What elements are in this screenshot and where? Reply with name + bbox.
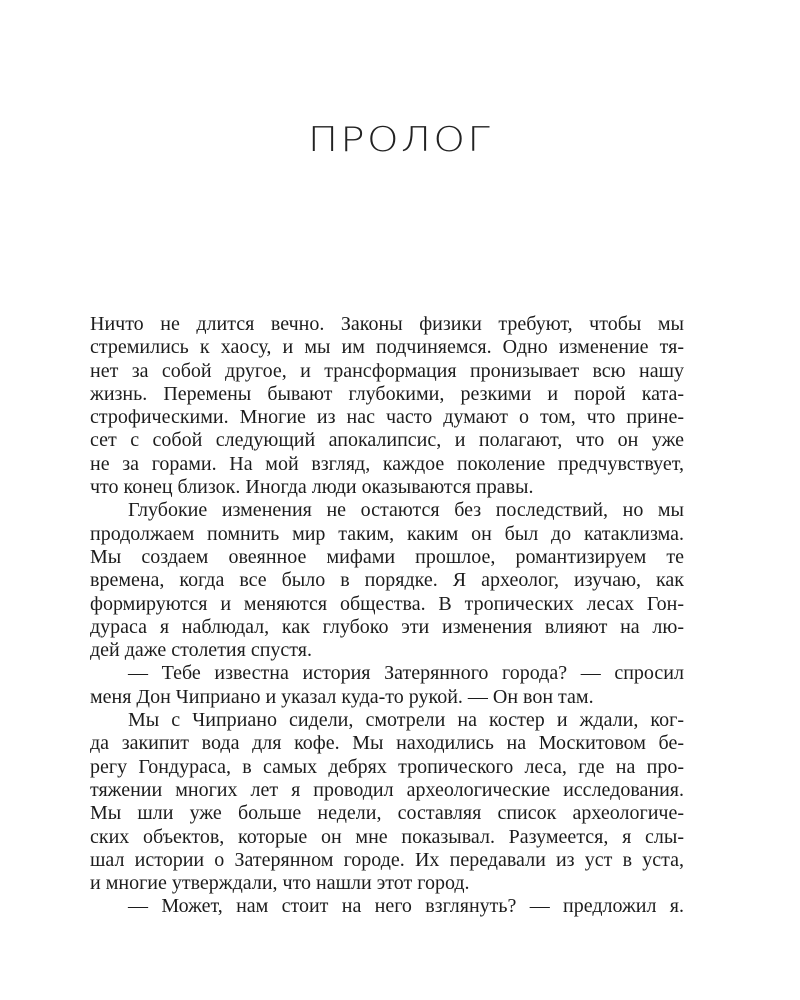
text-line: жизнь. Перемены бывают глубокими, резкими и порой ката- <box>90 382 684 405</box>
text-line: что конец близок. Иногда люди оказываются правы. <box>90 476 534 499</box>
text-line: Ничто не длится вечно. Законы физики требуют, чтобы мы <box>90 313 684 335</box>
text-line: да закипит вода для кофе. Мы находились на Москитовом бе- <box>90 732 684 755</box>
text-line: — Может, нам стоит на него взглянуть? — предложил я. <box>128 895 684 918</box>
text-line: продолжаем помнить мир таким, каким он был до катаклизма. <box>90 522 684 545</box>
text-line: дураса я наблюдал, как глубоко эти изменения влияют на лю- <box>90 615 684 638</box>
text-line: дей даже столетия спустя. <box>90 639 312 662</box>
text-line: ских объектов, которые он мне показывал. Разумеется, я слы- <box>90 825 684 848</box>
text-line: шал истории о Затерянном городе. Их передавали из уст в уста, <box>90 848 684 871</box>
text-line: Мы с Чиприано сидели, смотрели на костер и ждали, ког- <box>128 709 684 732</box>
text-line: стремились к хаосу, и мы им подчиняемся. Одно изменение тя- <box>90 336 684 359</box>
text-line: времена, когда все было в порядке. Я археолог, изучаю, как <box>90 569 684 592</box>
text-line: Глубокие изменения не остаются без последствий, но мы <box>128 499 684 522</box>
text-line: меня Дон Чиприано и указал куда-то рукой. — Он вон там. <box>90 685 594 708</box>
text-line: Мы шли уже больше недели, составляя список археологиче- <box>90 802 684 825</box>
text-line: Мы создаем овеянное мифами прошлое, романтизируем те <box>90 545 684 568</box>
chapter-title: ПРОЛОГ <box>307 120 493 160</box>
text-line: не за горами. На мой взгляд, каждое поколение предчувствует, <box>90 452 684 475</box>
text-line: нет за собой другое, и трансформация пронизывает всю нашу <box>90 359 684 382</box>
text-line: и многие утверждали, что нашли этот город. <box>90 872 470 895</box>
text-line: регу Гондураса, в самых дебрях тропического леса, где на про- <box>90 755 684 778</box>
text-line: тяжении многих лет я проводил археологические исследования. <box>90 778 684 801</box>
text-line: формируются и меняются общества. В тропических лесах Гон- <box>90 592 684 615</box>
text-line: сет с собой следующий апокалипсис, и полагают, что он уже <box>90 429 684 452</box>
text-line: — Тебе известна история Затерянного города? — спросил <box>128 662 684 685</box>
text-line: строфическими. Многие из нас часто думают о том, что прине- <box>90 406 684 429</box>
body-text <box>90 313 684 919</box>
